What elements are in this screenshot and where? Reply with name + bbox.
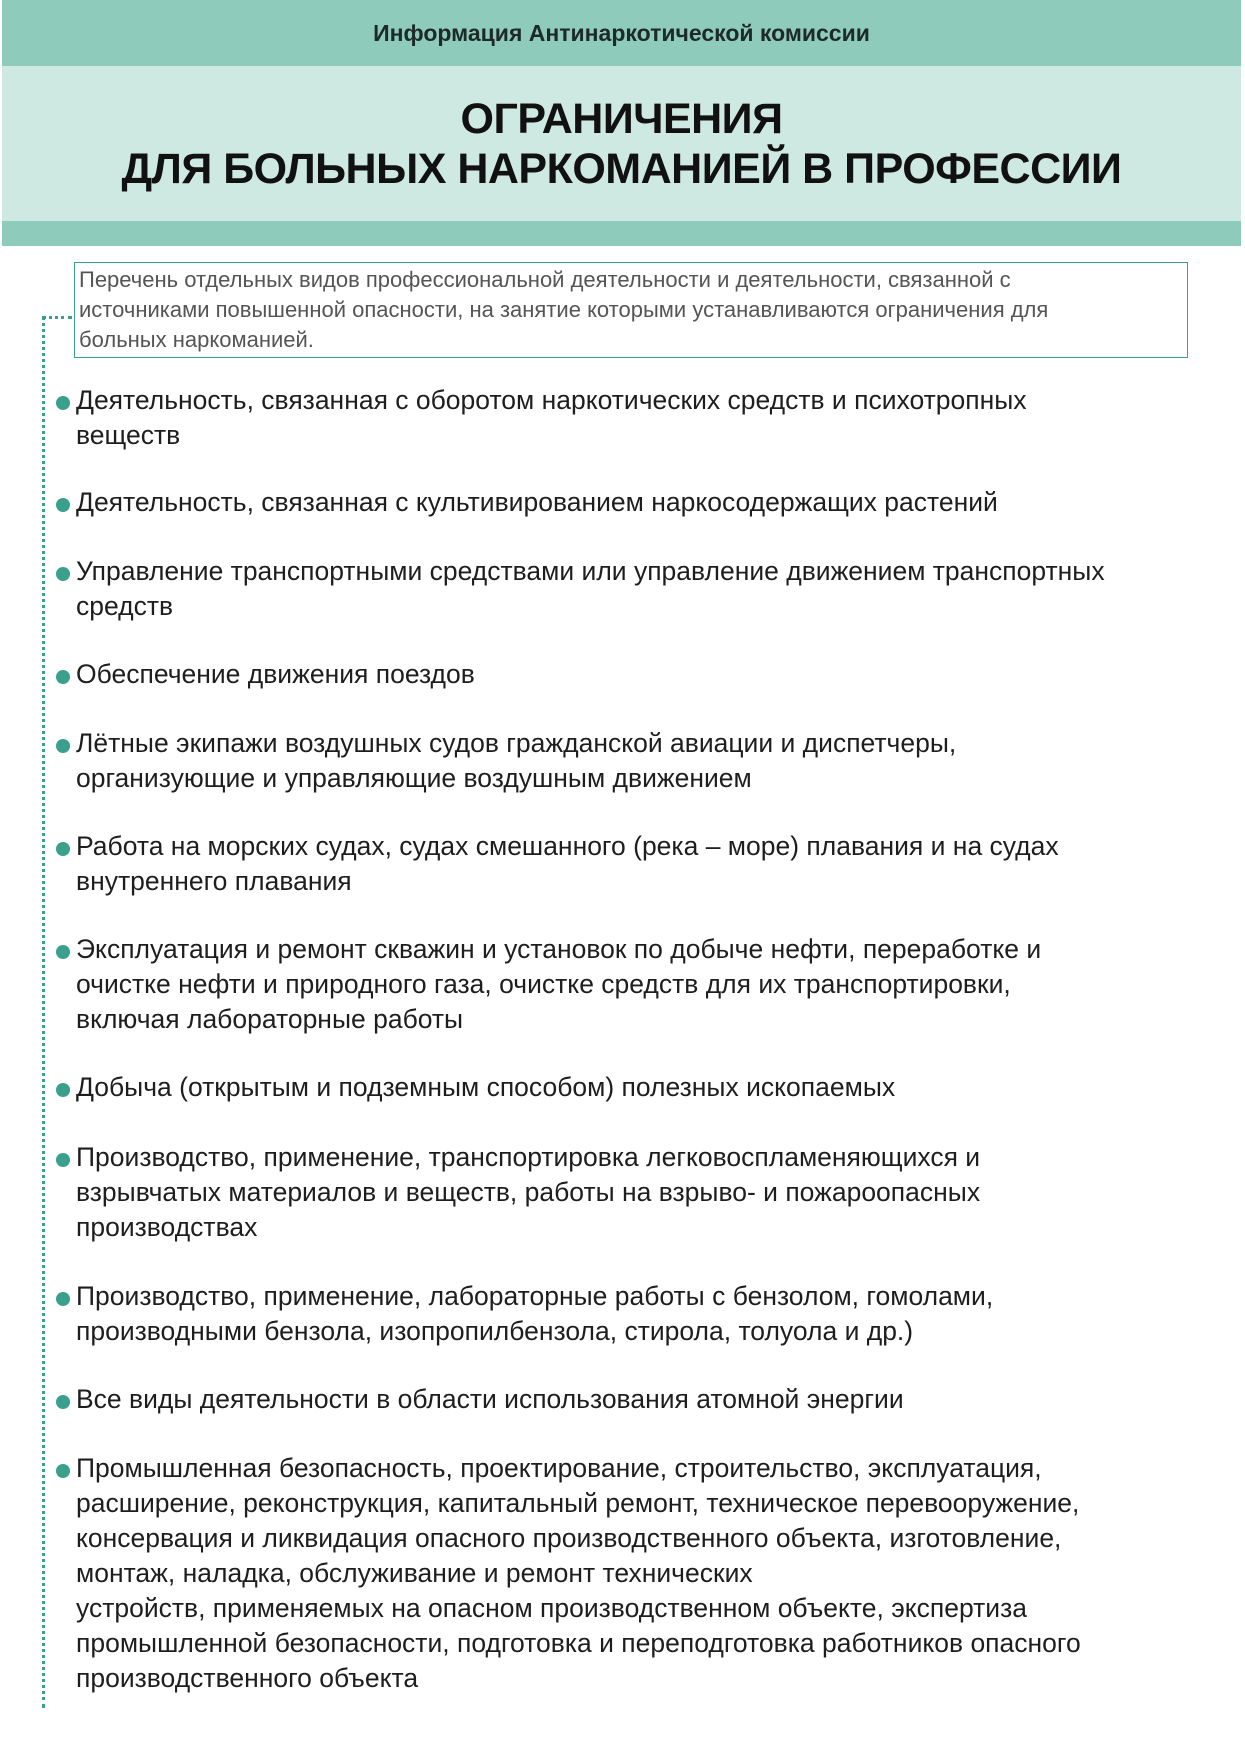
list-item-text: Все виды деятельности в области использования атомной энергии	[76, 1384, 904, 1414]
list-item	[56, 1279, 1206, 1349]
bullet-icon	[56, 396, 70, 410]
page-title-line-1: ОГРАНИЧЕНИЯ	[460, 94, 783, 143]
list-item-text: Производство, применение, лабораторные работы с бензолом, гомолами, производными бензола, изопропилбензола, стирола, толуола и др.)	[76, 1281, 994, 1346]
list-item-text: Производство, применение, транспортировка легковоспламеняющихся и взрывчатых материалов и веществ, работы на взрыво- и пожароопасных производствах	[76, 1142, 981, 1242]
list-item	[56, 383, 1206, 453]
list-item	[56, 1451, 1206, 1696]
bullet-icon	[56, 1153, 70, 1167]
bullet-icon	[56, 1464, 70, 1478]
list-item	[56, 829, 1206, 899]
list-item-text: Деятельность, связанная с культивированием наркосодержащих растений	[76, 487, 998, 517]
list-item	[56, 1382, 1206, 1417]
list-item	[56, 726, 1206, 796]
bullet-icon	[56, 498, 70, 512]
list-item-text: Промышленная безопасность, проектирование, строительство, эксплуатация, расширение, реконструкция, капитальный ремонт, техническое перевооружение, консервация и ликвидация опасного производственного объекта, изготовление, монтаж, наладка, обслуживание и ремонт технических устройств, применяемых на опасном производственном объекте, экспертиза промышленной безопасности, подготовка и переподготовка работников опасного производственного объекта	[76, 1453, 1081, 1693]
list-item	[56, 1070, 1206, 1105]
list-item-text: Эксплуатация и ремонт скважин и установок по добыче нефти, переработке и очистке нефти и природного газа, очистке средств для их транспортировки, включая лабораторные работы	[76, 934, 1042, 1034]
list-item	[56, 1140, 1206, 1245]
bullet-icon	[56, 739, 70, 753]
intro-text: Перечень отдельных видов профессиональной деятельности и деятельности, связанной с источниками повышенной опасности, на занятие которыми устанавливаются ограничения для больных наркоманией.	[79, 267, 1049, 352]
list-item	[56, 657, 1206, 692]
list-item-text: Деятельность, связанная с оборотом наркотических средств и психотропных веществ	[76, 385, 1027, 450]
list-item	[56, 932, 1206, 1037]
list-item-text: Управление транспортными средствами или управление движением транспортных средств	[76, 556, 1105, 621]
list-item-text: Добыча (открытым и подземным способом) полезных ископаемых	[76, 1072, 896, 1102]
bullet-icon	[56, 1395, 70, 1409]
bullet-icon	[56, 567, 70, 581]
list-item-text: Обеспечение движения поездов	[76, 659, 475, 689]
bullet-icon	[56, 1083, 70, 1097]
list-item-text: Работа на морских судах, судах смешанного (река – море) плавания и на судах внутреннего плавания	[76, 831, 1059, 896]
bullet-icon	[56, 1292, 70, 1306]
organization-label: Информация Антинаркотической комиссии	[373, 19, 870, 46]
bullet-icon	[56, 670, 70, 684]
list-item	[56, 485, 1206, 520]
list-item-text: Лётные экипажи воздушных судов гражданской авиации и диспетчеры, организующие и управляющие воздушным движением	[76, 728, 957, 793]
page-title-line-2: ДЛЯ БОЛЬНЫХ НАРКОМАНИЕЙ В ПРОФЕССИИ	[121, 144, 1122, 193]
bullet-icon	[56, 945, 70, 959]
list-item	[56, 554, 1206, 624]
bullet-icon	[56, 842, 70, 856]
